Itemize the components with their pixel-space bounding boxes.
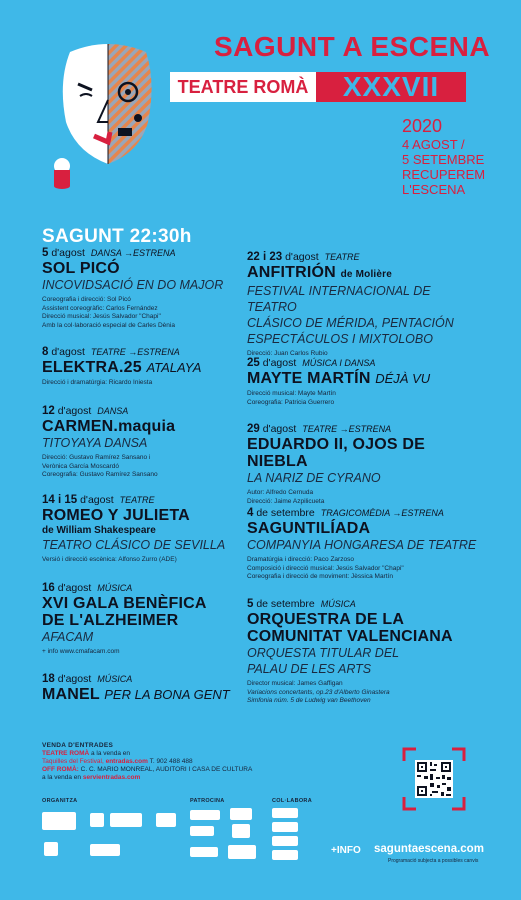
event-credits: Director musical: James Gaffigan Variacions concertants, op.23 d'Alberto Ginastera Simfonia núm. 5 de Ludwig van Beethoven xyxy=(247,680,390,704)
event-date: 8 d'agost TEATRE →ESTRENA xyxy=(42,346,180,358)
event-elektra xyxy=(42,346,242,388)
sponsor-logo xyxy=(272,808,298,818)
sponsor-logo xyxy=(110,813,142,827)
ticket-info: VENDA D'ENTRADES TEATRE ROMÀ a la venda en Taquilles del Festival, entradas.com T. 902 488 488 OFF ROMÀ: C. C. MARIO MONREAL, AUDITORI I CASA DE CULTURA a la venda en servientradas.com xyxy=(42,742,253,781)
event-subtitle: COMPANYIA HONGARESA DE TEATRE xyxy=(247,538,477,552)
sponsor-logo xyxy=(272,836,298,846)
info-label: +INFO xyxy=(331,845,361,856)
event-gala-alzheimer xyxy=(42,582,242,657)
festival-year: 2020 xyxy=(402,116,443,136)
venue-badge: TEATRE ROMÀ xyxy=(170,72,316,102)
event-title: XVI GALA BENÈFICA xyxy=(42,595,207,612)
event-credits: Versió i direcció escènica: Alfonso Zurro (ADE) xyxy=(42,556,177,563)
event-carmen xyxy=(42,405,242,480)
sponsor-logo xyxy=(228,845,256,859)
motto-line-2: L'ESCENA xyxy=(402,182,466,197)
event-title: ROMEO Y JULIETA xyxy=(42,507,190,524)
event-sol-pico xyxy=(42,247,242,330)
event-date: 18 d'agost MÚSICA xyxy=(42,673,133,685)
event-eduardo-ii xyxy=(247,423,487,506)
motto-line-1: RECUPEREM xyxy=(402,167,486,182)
event-subtitle: ORQUESTA TITULAR DEL PALAU DE LES ARTS xyxy=(247,646,400,676)
event-credits: Dramatúrgia i direcció: Paco Zarzoso Composició i direcció musical: Jesús Salvador "Chapi" Coreografia i direcció de moviment: Jèssica Martín xyxy=(247,556,404,580)
event-title: CARMEN.maquia xyxy=(42,418,176,435)
event-credits: Autor: Alfredo Cernuda Direcció: Jaime Azpilicueta xyxy=(247,489,325,505)
sponsor-logo xyxy=(156,813,176,827)
event-date: 22 i 23 d'agost TEATRE xyxy=(247,251,360,263)
event-subtitle: INCOVIDSACIÓ EN DO MAJOR xyxy=(42,278,224,292)
servientradas-link[interactable]: servientradas.com xyxy=(82,774,141,781)
sponsor-logo xyxy=(232,824,250,838)
patrocina-label: PATROCINA xyxy=(190,798,225,804)
event-title: ANFITRIÓN de Molière xyxy=(247,264,393,281)
event-date: 5 d'agost DANSA →ESTRENA xyxy=(42,247,176,259)
event-subtitle: FESTIVAL INTERNACIONAL DE TEATRO CLÁSICO DE MÉRIDA, PENTACIÓN ESPECTÁCULOS I MIXTOLOBO xyxy=(247,284,454,346)
event-date: 16 d'agost MÚSICA xyxy=(42,582,133,594)
event-orquestra xyxy=(247,598,487,706)
colabora-label: COL·LABORA xyxy=(272,798,312,804)
event-author: de William Shakespeare xyxy=(42,525,156,536)
event-subtitle: TITOYAYA DANSA xyxy=(42,436,148,450)
event-mayte-martin xyxy=(247,357,483,407)
sponsor-logo xyxy=(90,844,120,856)
event-date: 14 i 15 d'agost TEATRE xyxy=(42,494,155,506)
date-end: 5 SETEMBRE xyxy=(402,152,485,167)
event-date: 5 de setembre MÚSICA xyxy=(247,598,356,610)
edition-badge: XXXVII xyxy=(316,72,466,102)
theater-mask-illustration xyxy=(48,42,160,202)
event-title-line-2: COMUNITAT VALENCIANA xyxy=(247,628,453,645)
sponsor-logo xyxy=(42,812,76,830)
event-romeo-julieta xyxy=(42,494,242,565)
ticket-label: VENDA D'ENTRADES xyxy=(42,742,114,749)
event-title: EDUARDO II, OJOS DE NIEBLA xyxy=(247,436,426,470)
event-credits: Direcció: Gustavo Ramírez Sansano i Verònica García Moscardó Coreografia: Gustavo Ramírez Sansano xyxy=(42,454,158,478)
festival-dates xyxy=(402,115,485,197)
website-link[interactable]: saguntaescena.com xyxy=(374,843,484,855)
event-title: SAGUNTILÍADA xyxy=(247,520,371,537)
event-credits: + info www.cmafacam.com xyxy=(42,648,120,655)
festival-title: SAGUNT A ESCENA xyxy=(214,31,491,62)
event-title: SOL PICÓ xyxy=(42,260,120,277)
event-subtitle: AFACAM xyxy=(42,630,94,644)
event-date: 12 d'agost DANSA xyxy=(42,405,129,417)
sponsor-logo xyxy=(272,850,298,860)
event-title: ELEKTRA.25 ATALAYA xyxy=(42,359,202,376)
organitza-label: ORGANITZA xyxy=(42,798,78,804)
disclaimer: Programació subjecta a possibles canvis xyxy=(388,858,479,864)
date-start: 4 AGOST / xyxy=(402,137,465,152)
tickets-link[interactable]: entradas.com xyxy=(105,758,148,765)
event-date: 25 d'agost MÚSICA I DANSA xyxy=(247,357,376,369)
event-anfitrion xyxy=(247,251,483,359)
sponsor-logo xyxy=(230,808,252,820)
event-subtitle: LA NARIZ DE CYRANO xyxy=(247,471,381,485)
sponsor-logo xyxy=(190,810,220,820)
event-credits: Coreografia i direcció: Sol Picó Assistent coreogràfic: Carlos Fernández Direcció musical: Jesús Salvador "Chapi" Amb la col·laboració especial de Carles Dènia xyxy=(42,296,175,329)
sponsor-logo xyxy=(90,813,104,827)
event-title: MANEL PER LA BONA GENT xyxy=(42,686,230,703)
sponsor-logo xyxy=(190,826,214,836)
sponsor-logo xyxy=(190,847,218,857)
sponsor-logo xyxy=(44,842,58,856)
event-credits: Direcció musical: Mayte Martín Coreografia: Patricia Guerrero xyxy=(247,390,336,406)
event-credits: Direcció: Juan Carlos Rubio xyxy=(247,350,328,357)
event-title: MAYTE MARTÍN DÉJÀ VU xyxy=(247,370,431,387)
qr-code[interactable] xyxy=(402,747,466,811)
event-manel xyxy=(42,673,242,703)
event-subtitle: TEATRO CLÁSICO DE SEVILLA xyxy=(42,538,226,552)
venue-time: SAGUNT 22:30h xyxy=(42,226,192,247)
event-date: 4 de setembre TRAGICOMÈDIA →ESTRENA xyxy=(247,507,444,519)
event-credits: Direcció i dramatúrgia: Ricardo Iniesta xyxy=(42,379,153,386)
event-title: ORQUESTRA DE LA xyxy=(247,611,405,628)
sponsor-logo xyxy=(272,822,298,832)
event-title-line-2: DE L'ALZHEIMER xyxy=(42,612,179,629)
event-date: 29 d'agost TEATRE →ESTRENA xyxy=(247,423,392,435)
event-saguntiliada xyxy=(247,507,487,582)
